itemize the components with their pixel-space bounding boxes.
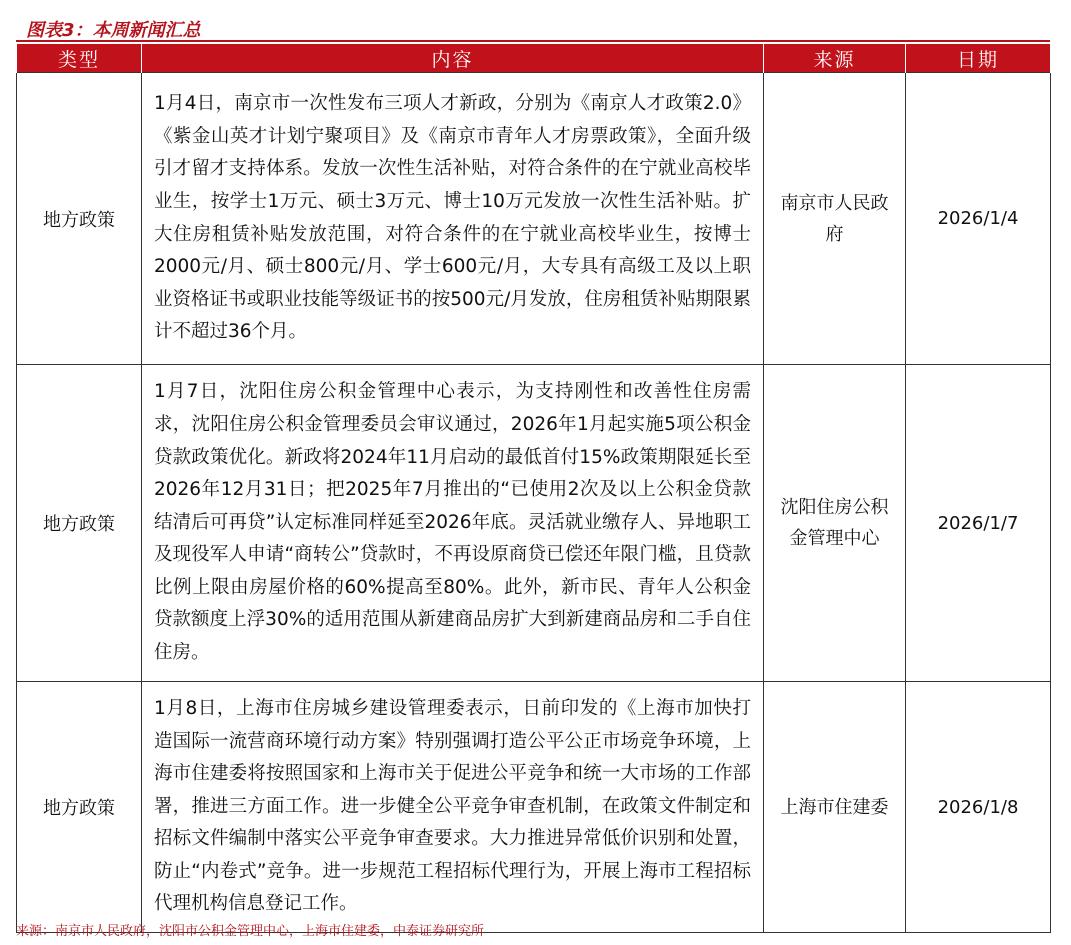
cell-date: 2026/1/8 bbox=[906, 682, 1051, 933]
cell-date: 2026/1/4 bbox=[906, 73, 1051, 365]
header-date: 日期 bbox=[906, 44, 1051, 73]
cell-type: 地方政策 bbox=[17, 682, 142, 933]
figure-title: 图表3：本周新闻汇总 bbox=[26, 20, 201, 41]
header-type: 类型 bbox=[17, 44, 142, 73]
cell-content: 1月8日，上海市住房城乡建设管理委表示，日前印发的《上海市加快打造国际一流营商环境行动方案》特别强调打造公平公正市场竞争环境，上海市住建委将按照国家和上海市关于促进公平竞争和统一大市场的工作部署，推进三方面工作。进一步健全公平竞争审查机制，在政策文件制定和招标文件编制中落实公平竞争审查要求。大力推进异常低价识别和处置，防止“内卷式”竞争。进一步规范工程招标代理行为，开展上海市工程招标代理机构信息登记工作。 bbox=[142, 682, 764, 933]
table-row bbox=[17, 365, 1051, 682]
table-row bbox=[17, 682, 1051, 933]
figure-title-bar bbox=[16, 14, 1050, 42]
cell-type: 地方政策 bbox=[17, 73, 142, 365]
cell-source: 沈阳住房公积金管理中心 bbox=[764, 365, 906, 682]
header-source: 来源 bbox=[764, 44, 906, 73]
news-summary-table bbox=[16, 44, 1051, 933]
table-header-row bbox=[17, 44, 1051, 73]
cell-source: 上海市住建委 bbox=[764, 682, 906, 933]
cell-source: 南京市人民政府 bbox=[764, 73, 906, 365]
cell-type: 地方政策 bbox=[17, 365, 142, 682]
cell-content: 1月7日，沈阳住房公积金管理中心表示，为支持刚性和改善性住房需求，沈阳住房公积金管理委员会审议通过，2026年1月起实施5项公积金贷款政策优化。新政将2024年11月启动的最低首付15%政策期限延长至2026年12月31日；把2025年7月推出的“已使用2次及以上公积金贷款结清后可再贷”认定标准同样延至2026年底。灵活就业缴存人、异地职工及现役军人申请“商转公”贷款时，不再设原商贷已偿还年限门槛，且贷款比例上限由房屋价格的60%提高至80%。此外，新市民、青年人公积金贷款额度上浮30%的适用范围从新建商品房扩大到新建商品房和二手自住住房。 bbox=[142, 365, 764, 682]
header-content: 内容 bbox=[142, 44, 764, 73]
cell-content: 1月4日，南京市一次性发布三项人才新政，分别为《南京人才政策2.0》《紫金山英才计划宁聚项目》及《南京市青年人才房票政策》，全面升级引才留才支持体系。发放一次性生活补贴，对符合条件的在宁就业高校毕业生，按学士1万元、硕士3万元、博士10万元发放一次性生活补贴。扩大住房租赁补贴发放范围，对符合条件的在宁就业高校毕业生，按博士2000元/月、硕士800元/月、学士600元/月，大专具有高级工及以上职业资格证书或职业技能等级证书的按500元/月发放，住房租赁补贴期限累计不超过36个月。 bbox=[142, 73, 764, 365]
table-row bbox=[17, 73, 1051, 365]
source-footnote: 来源：南京市人民政府，沈阳市公积金管理中心，上海市住建委，中泰证券研究所 bbox=[16, 924, 485, 939]
cell-date: 2026/1/7 bbox=[906, 365, 1051, 682]
